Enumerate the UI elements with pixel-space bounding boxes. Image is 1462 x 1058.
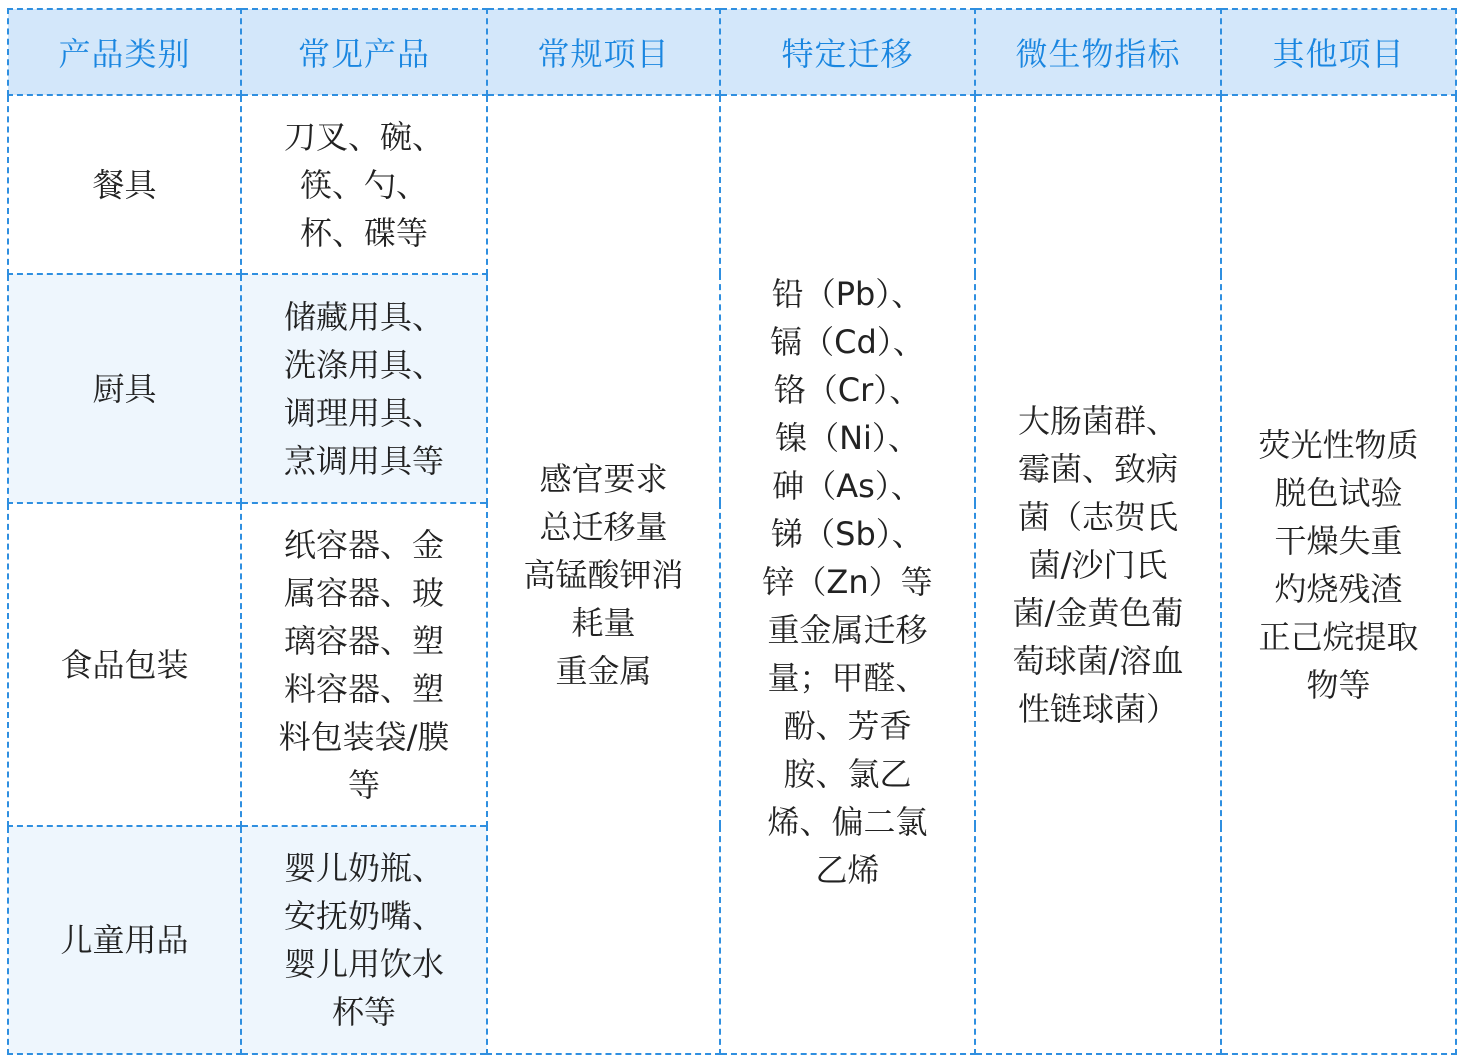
microbial-line: 霉菌、致病 [1017,449,1178,488]
products-line: 刀叉、碗、 [283,117,444,156]
other-items-cell [1221,95,1456,1054]
routine-line: 耗量 [571,603,636,642]
specific-migration-cell [720,95,975,1054]
category-cell: 餐具 [8,95,241,274]
other-line: 物等 [1306,665,1371,704]
migration-line: 镉（Cd）、 [770,322,925,361]
products-line: 等 [347,765,380,804]
migration-line: 铬（Cr）、 [773,370,922,409]
microbial-cell [975,95,1221,1054]
microbial-line: 萄球菌/溶血 [1012,641,1184,680]
test-items-table [7,8,1457,1055]
other-line: 荧光性物质 [1258,425,1419,464]
header-other-items: 其他项目 [1221,9,1456,95]
products-line: 璃容器、塑 [283,621,444,660]
routine-line: 高锰酸钾消 [523,555,684,594]
header-common-products: 常见产品 [241,9,487,95]
routine-items-cell [487,95,720,1054]
migration-line: 铅（Pb）、 [771,274,924,313]
migration-line: 锌（Zn）等 [762,562,933,601]
migration-line: 酚、芳香 [783,706,912,745]
other-line: 脱色试验 [1274,473,1403,512]
products-line: 烹调用具等 [283,441,444,480]
migration-line: 烯、偏二氯 [767,802,928,841]
migration-line: 锑（Sb）、 [771,514,924,553]
microbial-line: 大肠菌群、 [1017,401,1178,440]
migration-line: 镍（Ni）、 [775,418,920,457]
other-line: 灼烧残渣 [1274,569,1403,608]
microbial-line: 菌（志贺氏 [1017,497,1178,536]
header-specific-migration: 特定迁移 [720,9,975,95]
microbial-line: 菌/金黄色葡 [1012,593,1184,632]
products-cell [241,503,487,826]
category-cell: 儿童用品 [8,826,241,1054]
table-row [8,95,1456,274]
products-line: 储藏用具、 [283,297,444,336]
category-cell: 食品包装 [8,503,241,826]
products-line: 安抚奶嘴、 [283,897,444,935]
products-line: 洗涤用具、 [283,345,444,384]
products-line: 料容器、塑 [283,669,444,708]
products-line: 杯等 [331,993,396,1031]
migration-line: 重金属迁移 [767,610,928,649]
migration-line: 乙烯 [815,850,880,889]
header-routine-items: 常规项目 [487,9,720,95]
other-line: 正己烷提取 [1258,617,1419,656]
products-cell [241,95,487,274]
microbial-line: 菌/沙门氏 [1028,545,1168,584]
migration-line: 胺、氯乙 [783,754,912,793]
products-line: 筷、勺、 [299,165,428,204]
products-cell [241,274,487,503]
products-line: 婴儿用饮水 [283,945,444,983]
migration-line: 量；甲醛、 [767,658,928,697]
products-line: 属容器、玻 [283,573,444,612]
routine-line: 重金属 [555,651,652,690]
routine-line: 感官要求 [539,459,668,498]
products-line: 纸容器、金 [283,525,444,564]
microbial-line: 性链球菌） [1017,689,1178,728]
routine-line: 总迁移量 [539,507,668,546]
category-cell: 厨具 [8,274,241,503]
products-cell [241,826,487,1054]
products-line: 调理用具、 [283,393,444,432]
migration-line: 砷（As）、 [772,466,923,505]
header-product-category: 产品类别 [8,9,241,95]
other-line: 干燥失重 [1274,521,1403,560]
products-line: 杯、碟等 [299,213,428,252]
products-line: 婴儿奶瓶、 [283,849,444,887]
products-line: 料包装袋/膜 [278,717,450,756]
header-microbial: 微生物指标 [975,9,1221,95]
header-row [8,9,1456,95]
